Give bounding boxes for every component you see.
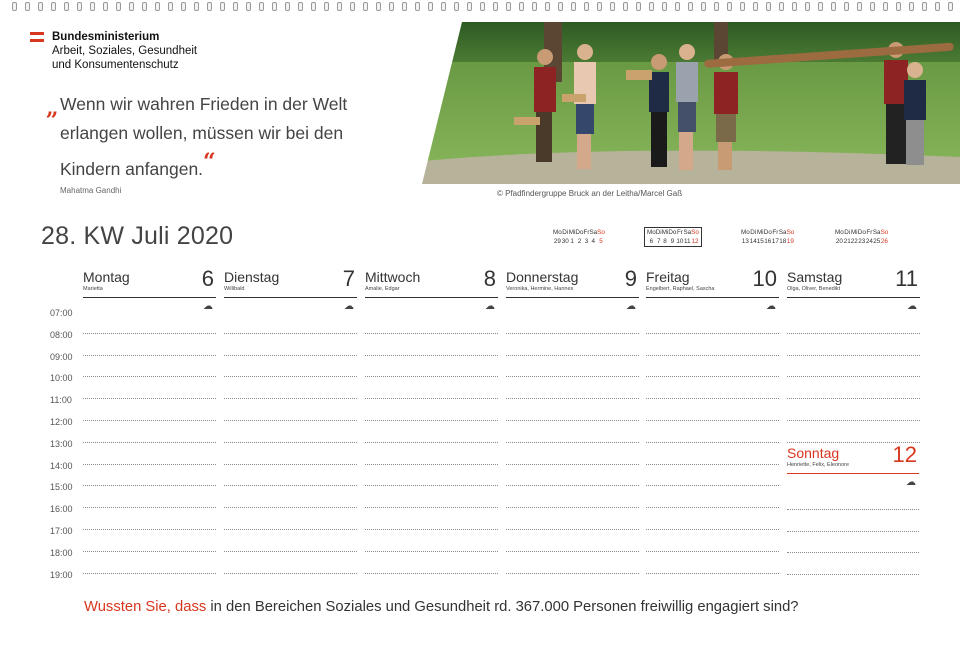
hour-slot[interactable]: [224, 530, 357, 552]
binding-ring: [493, 2, 498, 11]
mini-calendar-day: 9: [670, 238, 675, 245]
hour-slot[interactable]: [787, 377, 920, 399]
spiral-binding: [0, 0, 960, 14]
hour-slot[interactable]: [506, 530, 639, 552]
binding-ring: [311, 2, 316, 11]
day-number: 7: [342, 266, 355, 291]
hour-slot[interactable]: [365, 508, 498, 530]
day-column-sunday: [787, 440, 919, 575]
binding-ring: [766, 2, 771, 11]
time-label: 19:00: [50, 569, 73, 580]
binding-ring: [545, 2, 550, 11]
binding-ring: [233, 2, 238, 11]
day-number: 6: [201, 266, 214, 291]
hour-slot[interactable]: [83, 508, 216, 530]
hour-slot[interactable]: [224, 334, 357, 356]
ministry-name-line2: Arbeit, Soziales, Gesundheit: [52, 45, 198, 57]
mini-calendar-day: 11: [684, 238, 691, 245]
hour-slot[interactable]: [506, 334, 639, 356]
hour-slot[interactable]: [506, 508, 639, 530]
binding-ring: [688, 2, 693, 11]
mini-calendar-day: 26: [880, 238, 888, 245]
hour-slot[interactable]: [506, 312, 639, 334]
mini-calendar-day: 18: [779, 238, 787, 245]
mini-calendar-day: 6: [649, 238, 654, 245]
binding-ring: [77, 2, 82, 11]
mini-calendar-week: [835, 228, 888, 246]
binding-ring: [155, 2, 160, 11]
binding-ring: [337, 2, 342, 11]
day-column: [506, 264, 639, 574]
mini-calendar-day: 15: [756, 238, 764, 245]
binding-ring: [298, 2, 303, 11]
binding-ring: [363, 2, 368, 11]
binding-ring: [142, 2, 147, 11]
hour-slot[interactable]: [224, 486, 357, 508]
binding-ring: [25, 2, 30, 11]
binding-ring: [883, 2, 888, 11]
hour-slot[interactable]: [83, 552, 216, 574]
mini-calendar-day: 14: [749, 238, 757, 245]
day-name-days: Amalie, Edgar: [365, 286, 400, 292]
day-name: Samstag: [787, 269, 843, 285]
mini-calendar-weekday: Do: [668, 229, 677, 236]
hour-slot[interactable]: [224, 399, 357, 421]
quote-line-1: Wenn wir wahren Frieden in der Welt: [60, 94, 348, 114]
binding-ring: [519, 2, 524, 11]
hour-slot[interactable]: [787, 553, 919, 575]
mini-calendar-day: 24: [865, 238, 873, 245]
mini-calendar-day: 20: [835, 238, 843, 245]
day-name-days: Willibald: [224, 286, 245, 292]
hour-slot[interactable]: [365, 486, 498, 508]
mini-calendar-week: [741, 228, 794, 246]
day-name-days: Engelbert, Raphael, Sascha: [646, 286, 715, 292]
hour-slot[interactable]: [224, 421, 357, 443]
hour-slot[interactable]: [365, 377, 498, 399]
binding-ring: [870, 2, 875, 11]
hour-slot[interactable]: [224, 356, 357, 378]
mini-calendar-day: 4: [591, 238, 596, 245]
binding-ring: [844, 2, 849, 11]
mini-calendar-weekday: So: [786, 229, 795, 236]
quote-open-mark: „: [46, 95, 59, 121]
binding-ring: [922, 2, 927, 11]
hour-slot[interactable]: [365, 399, 498, 421]
quote: [46, 90, 420, 184]
mini-calendar-weekday: Di: [844, 229, 851, 236]
mini-calendar-weekday: Sa: [778, 229, 787, 236]
binding-ring: [207, 2, 212, 11]
binding-ring: [220, 2, 225, 11]
time-label: 07:00: [50, 308, 73, 318]
binding-ring: [623, 2, 628, 11]
binding-ring: [571, 2, 576, 11]
mini-calendar-day: 13: [741, 238, 749, 245]
mini-calendar-weekday: Sa: [872, 229, 881, 236]
day-number: 12: [892, 442, 917, 467]
mini-calendar-day: 16: [764, 238, 772, 245]
mini-calendar-weekday: Di: [750, 229, 757, 236]
mini-calendar-weekday: Fr: [583, 229, 590, 236]
hour-slot[interactable]: [506, 443, 639, 465]
binding-ring: [181, 2, 186, 11]
austria-flag-icon: [30, 32, 44, 42]
mini-calendar-day: 21: [843, 238, 851, 245]
day-name: Donnerstag: [506, 269, 579, 285]
mini-calendar-week: [553, 228, 605, 246]
binding-ring: [415, 2, 420, 11]
mini-calendar-day: 10: [676, 238, 684, 245]
fact-line: [84, 599, 799, 615]
mini-calendar-weekday: Di: [655, 229, 662, 236]
day-column: [365, 264, 498, 574]
hour-slot[interactable]: [506, 356, 639, 378]
mini-calendar-weekday: Mi: [756, 229, 764, 236]
binding-ring: [636, 2, 641, 11]
mini-calendar-day: 3: [584, 238, 589, 245]
quote-line-3: Kindern anfangen.: [60, 159, 204, 179]
binding-ring: [610, 2, 615, 11]
day-name-days: Veronika, Hermine, Hannes: [506, 286, 574, 292]
hour-slot[interactable]: [506, 421, 639, 443]
binding-ring: [454, 2, 459, 11]
mini-calendar-weekday: Sa: [683, 229, 692, 236]
day-number: 9: [624, 266, 637, 291]
mini-calendar-day: 17: [771, 238, 779, 245]
hour-slot[interactable]: [365, 356, 498, 378]
mini-calendar-day: 5: [599, 238, 603, 245]
hour-slot[interactable]: [787, 334, 920, 356]
binding-ring: [350, 2, 355, 11]
mini-calendar-weekday: Sa: [589, 229, 598, 236]
time-label: 10:00: [50, 373, 73, 384]
hour-slot[interactable]: [365, 334, 498, 356]
hour-slot[interactable]: [787, 399, 920, 421]
scouts-photo: [414, 22, 960, 184]
day-number: 11: [895, 266, 918, 291]
day-name: Montag: [83, 269, 130, 285]
mini-calendar-weekday: Mo: [741, 229, 750, 236]
hour-slot[interactable]: [83, 465, 216, 487]
hour-slot[interactable]: [646, 356, 779, 378]
time-label: 16:00: [50, 504, 73, 515]
time-label: 18:00: [50, 547, 73, 558]
hour-slot[interactable]: [787, 312, 920, 334]
hour-slot[interactable]: [365, 552, 498, 574]
day-name: Sonntag: [787, 445, 840, 461]
binding-ring: [51, 2, 56, 11]
binding-ring: [597, 2, 602, 11]
binding-ring: [467, 2, 472, 11]
binding-ring: [168, 2, 173, 11]
mini-calendar-day: 19: [786, 238, 794, 245]
binding-ring: [103, 2, 108, 11]
binding-ring: [12, 2, 17, 11]
hour-slot[interactable]: [506, 552, 639, 574]
hour-slot[interactable]: [787, 532, 919, 554]
binding-ring: [38, 2, 43, 11]
cloud-icon: ☁: [907, 301, 917, 312]
quote-close-mark: “: [203, 149, 216, 175]
hour-slot[interactable]: [506, 465, 639, 487]
day-column: [83, 264, 216, 574]
hour-slot[interactable]: [646, 508, 779, 530]
mini-calendar-weekday: Fr: [676, 229, 683, 236]
hour-slot[interactable]: [646, 421, 779, 443]
hour-slot[interactable]: [787, 488, 919, 510]
hour-slot[interactable]: [224, 508, 357, 530]
mini-calendar-day: 1: [570, 238, 574, 245]
cloud-icon: ☁: [626, 301, 636, 312]
hour-slot[interactable]: [224, 465, 357, 487]
hour-slot[interactable]: [83, 443, 216, 465]
hour-slot[interactable]: [646, 552, 779, 574]
hour-slot[interactable]: [365, 465, 498, 487]
time-label: 14:00: [50, 460, 73, 471]
hour-slot[interactable]: [646, 443, 779, 465]
mini-calendar-weekday: Mo: [835, 229, 844, 236]
binding-ring: [324, 2, 329, 11]
mini-calendar-weekday: Mi: [568, 229, 576, 236]
hour-slot[interactable]: [646, 377, 779, 399]
time-label: 17:00: [50, 526, 73, 536]
hour-slot[interactable]: [224, 552, 357, 574]
binding-ring: [831, 2, 836, 11]
binding-ring: [428, 2, 433, 11]
binding-ring: [935, 2, 940, 11]
binding-ring: [272, 2, 277, 11]
photo-caption: © Pfadfindergruppe Bruck an der Leitha/Marcel Gaß: [497, 189, 683, 198]
binding-ring: [714, 2, 719, 11]
binding-ring: [194, 2, 199, 11]
hour-slot[interactable]: [83, 377, 216, 399]
mini-calendar-day: 12: [691, 238, 699, 245]
hour-slot[interactable]: [646, 399, 779, 421]
hour-slot[interactable]: [224, 312, 357, 334]
binding-ring: [129, 2, 134, 11]
cloud-icon: ☁: [344, 301, 354, 312]
mini-calendar-day: 8: [663, 238, 667, 245]
binding-ring: [948, 2, 953, 11]
mini-calendar-day: 2: [577, 238, 582, 245]
mini-calendar-weekday: Fr: [866, 229, 873, 236]
time-label: 11:00: [50, 395, 72, 406]
time-label: 15:00: [50, 482, 73, 493]
day-column: [646, 264, 779, 574]
binding-ring: [64, 2, 69, 11]
hour-slot[interactable]: [83, 334, 216, 356]
quote-author: Mahatma Gandhi: [60, 186, 122, 195]
binding-ring: [90, 2, 95, 11]
day-name: Freitag: [646, 269, 690, 285]
binding-ring: [740, 2, 745, 11]
mini-calendar-weekday: Do: [575, 229, 584, 236]
binding-ring: [506, 2, 511, 11]
mini-calendar-weekday: Do: [857, 229, 866, 236]
binding-ring: [584, 2, 589, 11]
week-title: 28. KW Juli 2020: [41, 222, 234, 250]
hour-slot[interactable]: [83, 312, 216, 334]
time-label: 08:00: [50, 329, 73, 340]
binding-ring: [259, 2, 264, 11]
hour-slot[interactable]: [787, 510, 919, 532]
ministry-name-line1: Bundesministerium: [52, 31, 160, 43]
binding-ring: [285, 2, 290, 11]
hour-slot[interactable]: [365, 421, 498, 443]
day-name-days: Olga, Oliver, Benedikt: [787, 286, 841, 292]
binding-ring: [116, 2, 121, 11]
time-label: 09:00: [50, 351, 73, 362]
hour-slot[interactable]: [646, 530, 779, 552]
cloud-icon: ☁: [766, 301, 776, 312]
mini-calendar-weekday: Mi: [661, 229, 669, 236]
binding-ring: [792, 2, 797, 11]
hour-slot[interactable]: [83, 486, 216, 508]
mini-calendar-weekday: Mi: [850, 229, 858, 236]
quote-line-2: erlangen wollen, müssen wir bei den: [60, 123, 344, 143]
hour-slot[interactable]: [83, 421, 216, 443]
binding-ring: [649, 2, 654, 11]
ministry-name-line3: und Konsumentenschutz: [52, 59, 179, 71]
hour-slot[interactable]: [506, 486, 639, 508]
binding-ring: [779, 2, 784, 11]
binding-ring: [402, 2, 407, 11]
fact-text: in den Bereichen Soziales und Gesundheit rd. 367.000 Personen freiwillig engagiert sind?: [206, 599, 799, 615]
mini-calendar-day: 25: [873, 238, 881, 245]
hour-slot[interactable]: [365, 443, 498, 465]
hour-slot[interactable]: [646, 465, 779, 487]
day-number: 10: [752, 266, 777, 291]
hour-slot[interactable]: [506, 399, 639, 421]
time-label: 13:00: [50, 438, 73, 449]
ministry-logo: [30, 30, 230, 72]
binding-ring: [376, 2, 381, 11]
hour-slot[interactable]: [787, 356, 920, 378]
binding-ring: [532, 2, 537, 11]
hour-slot[interactable]: [365, 530, 498, 552]
binding-ring: [675, 2, 680, 11]
hour-slot[interactable]: [506, 377, 639, 399]
mini-calendar-weekday: Di: [562, 229, 569, 236]
mini-calendar-current-week: [644, 227, 702, 247]
mini-calendar-day: 7: [656, 238, 661, 245]
day-column: [224, 264, 357, 574]
binding-ring: [246, 2, 251, 11]
mini-calendar-day: 23: [858, 238, 866, 245]
binding-ring: [896, 2, 901, 11]
hour-slot[interactable]: [365, 312, 498, 334]
binding-ring: [441, 2, 446, 11]
binding-ring: [558, 2, 563, 11]
mini-calendar-day: 22: [850, 238, 858, 245]
hour-slot[interactable]: [646, 486, 779, 508]
binding-ring: [662, 2, 667, 11]
binding-ring: [480, 2, 485, 11]
mini-calendar-weekday: Mo: [553, 229, 562, 236]
hour-slot[interactable]: [83, 530, 216, 552]
mini-calendar-weekday: So: [880, 229, 889, 236]
binding-ring: [805, 2, 810, 11]
binding-ring: [818, 2, 823, 11]
day-number: 8: [483, 266, 496, 291]
time-label: 12:00: [50, 417, 73, 427]
binding-ring: [909, 2, 914, 11]
cloud-icon: ☁: [906, 477, 916, 488]
day-name-days: Henriette, Felix, Eleonore: [787, 462, 850, 468]
hour-slot[interactable]: [224, 377, 357, 399]
mini-calendar-day: 29: [553, 238, 561, 245]
day-name: Mittwoch: [365, 269, 421, 285]
binding-ring: [701, 2, 706, 11]
day-name: Dienstag: [224, 269, 280, 285]
fact-highlight: Wussten Sie, dass: [84, 599, 207, 615]
day-column: [787, 264, 920, 443]
cloud-icon: ☁: [485, 301, 495, 312]
binding-ring: [389, 2, 394, 11]
binding-ring: [857, 2, 862, 11]
hour-slot[interactable]: [83, 356, 216, 378]
mini-calendar-day: 30: [561, 238, 569, 245]
hour-slot[interactable]: [646, 312, 779, 334]
mini-calendar-weekday: Do: [763, 229, 772, 236]
day-name-days: Marietta: [83, 286, 103, 292]
hour-slot[interactable]: [224, 443, 357, 465]
binding-ring: [753, 2, 758, 11]
mini-calendar-weekday: Mo: [647, 229, 656, 236]
binding-ring: [727, 2, 732, 11]
hour-slot[interactable]: [83, 399, 216, 421]
mini-calendar-weekday: So: [691, 229, 699, 236]
cloud-icon: ☁: [203, 301, 213, 312]
mini-calendar-weekday: Fr: [772, 229, 779, 236]
mini-calendar-weekday: So: [597, 229, 605, 236]
hour-slot[interactable]: [646, 334, 779, 356]
